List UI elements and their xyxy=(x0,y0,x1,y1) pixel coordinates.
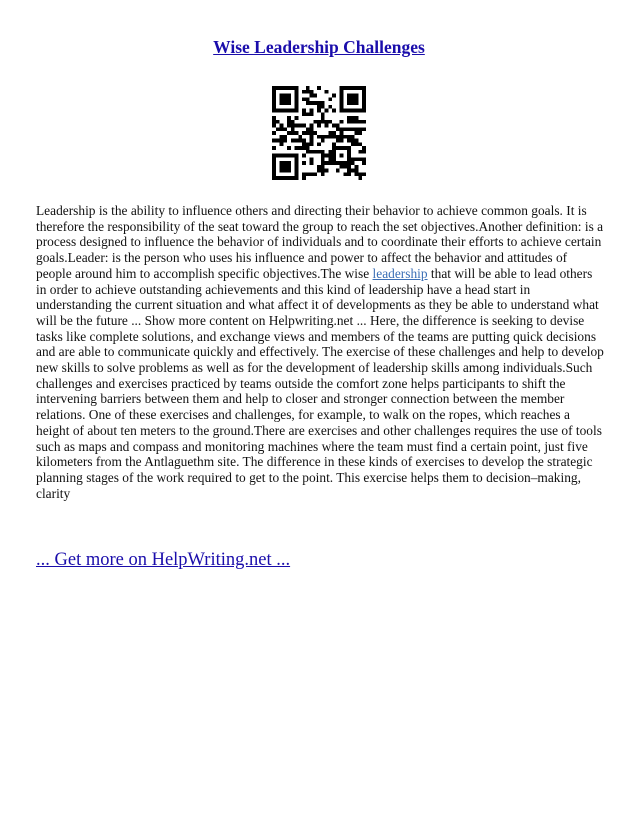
title-link[interactable]: Wise Leadership Challenges xyxy=(213,37,425,57)
paragraph-text-part2: that will be able to lead others in order to achieve outstanding achievements and this kind of leadership have a head start in understanding the current situation and what affect it of developments as they be able to understand what will be the future ... Show more content on Helpwriting.net ... Here, the difference is seeking to devise tasks like complete solutions, and exchange views and members of the teams are putting quick decisions and are able to communicate quickly and effectively. The exercise of these challenges and help to develop new skills to solve problems as well as for the development of leadership skills among individuals.Such challenges and exercises practiced by teams outside the comfort zone helps participants to shift the intervening barriers between them and help to closer and stronger connection between the member relations. One of these exercises and challenges, for example, to walk on the ropes, which reaches a height of about ten meters to the ground.There are exercises and other challenges requires the use of tools such as maps and compass and monitoring machines where the team must find a certain point, just five kilometers from the Antlaguethm site. The difference in these kinds of exercises to develop the strategic planning stages of the work required to get to the point. This exercise helps them to decision–making, clarity xyxy=(36,265,604,501)
body-paragraph xyxy=(36,203,604,501)
get-more-link[interactable]: ... Get more on HelpWriting.net ... xyxy=(36,550,291,570)
paragraph-text-part1: Leadership is the ability to influence others and directing their behavior to achieve common goals. It is therefore the responsibility of the seat toward the group to reach the set objectives.Another definition: is a process designed to influence the behavior of individuals and to coordinate their efforts to achieve certain goals.Leader: is the person who uses his influence and power to affect the behavior and attitudes of people around him to accomplish specific objectives.The wise xyxy=(36,203,604,281)
qr-code-icon xyxy=(272,86,366,180)
page-title xyxy=(0,36,638,58)
get-more-link-container xyxy=(36,548,290,572)
qr-code-graphic xyxy=(272,86,366,180)
leadership-link[interactable]: leadership xyxy=(372,265,428,281)
